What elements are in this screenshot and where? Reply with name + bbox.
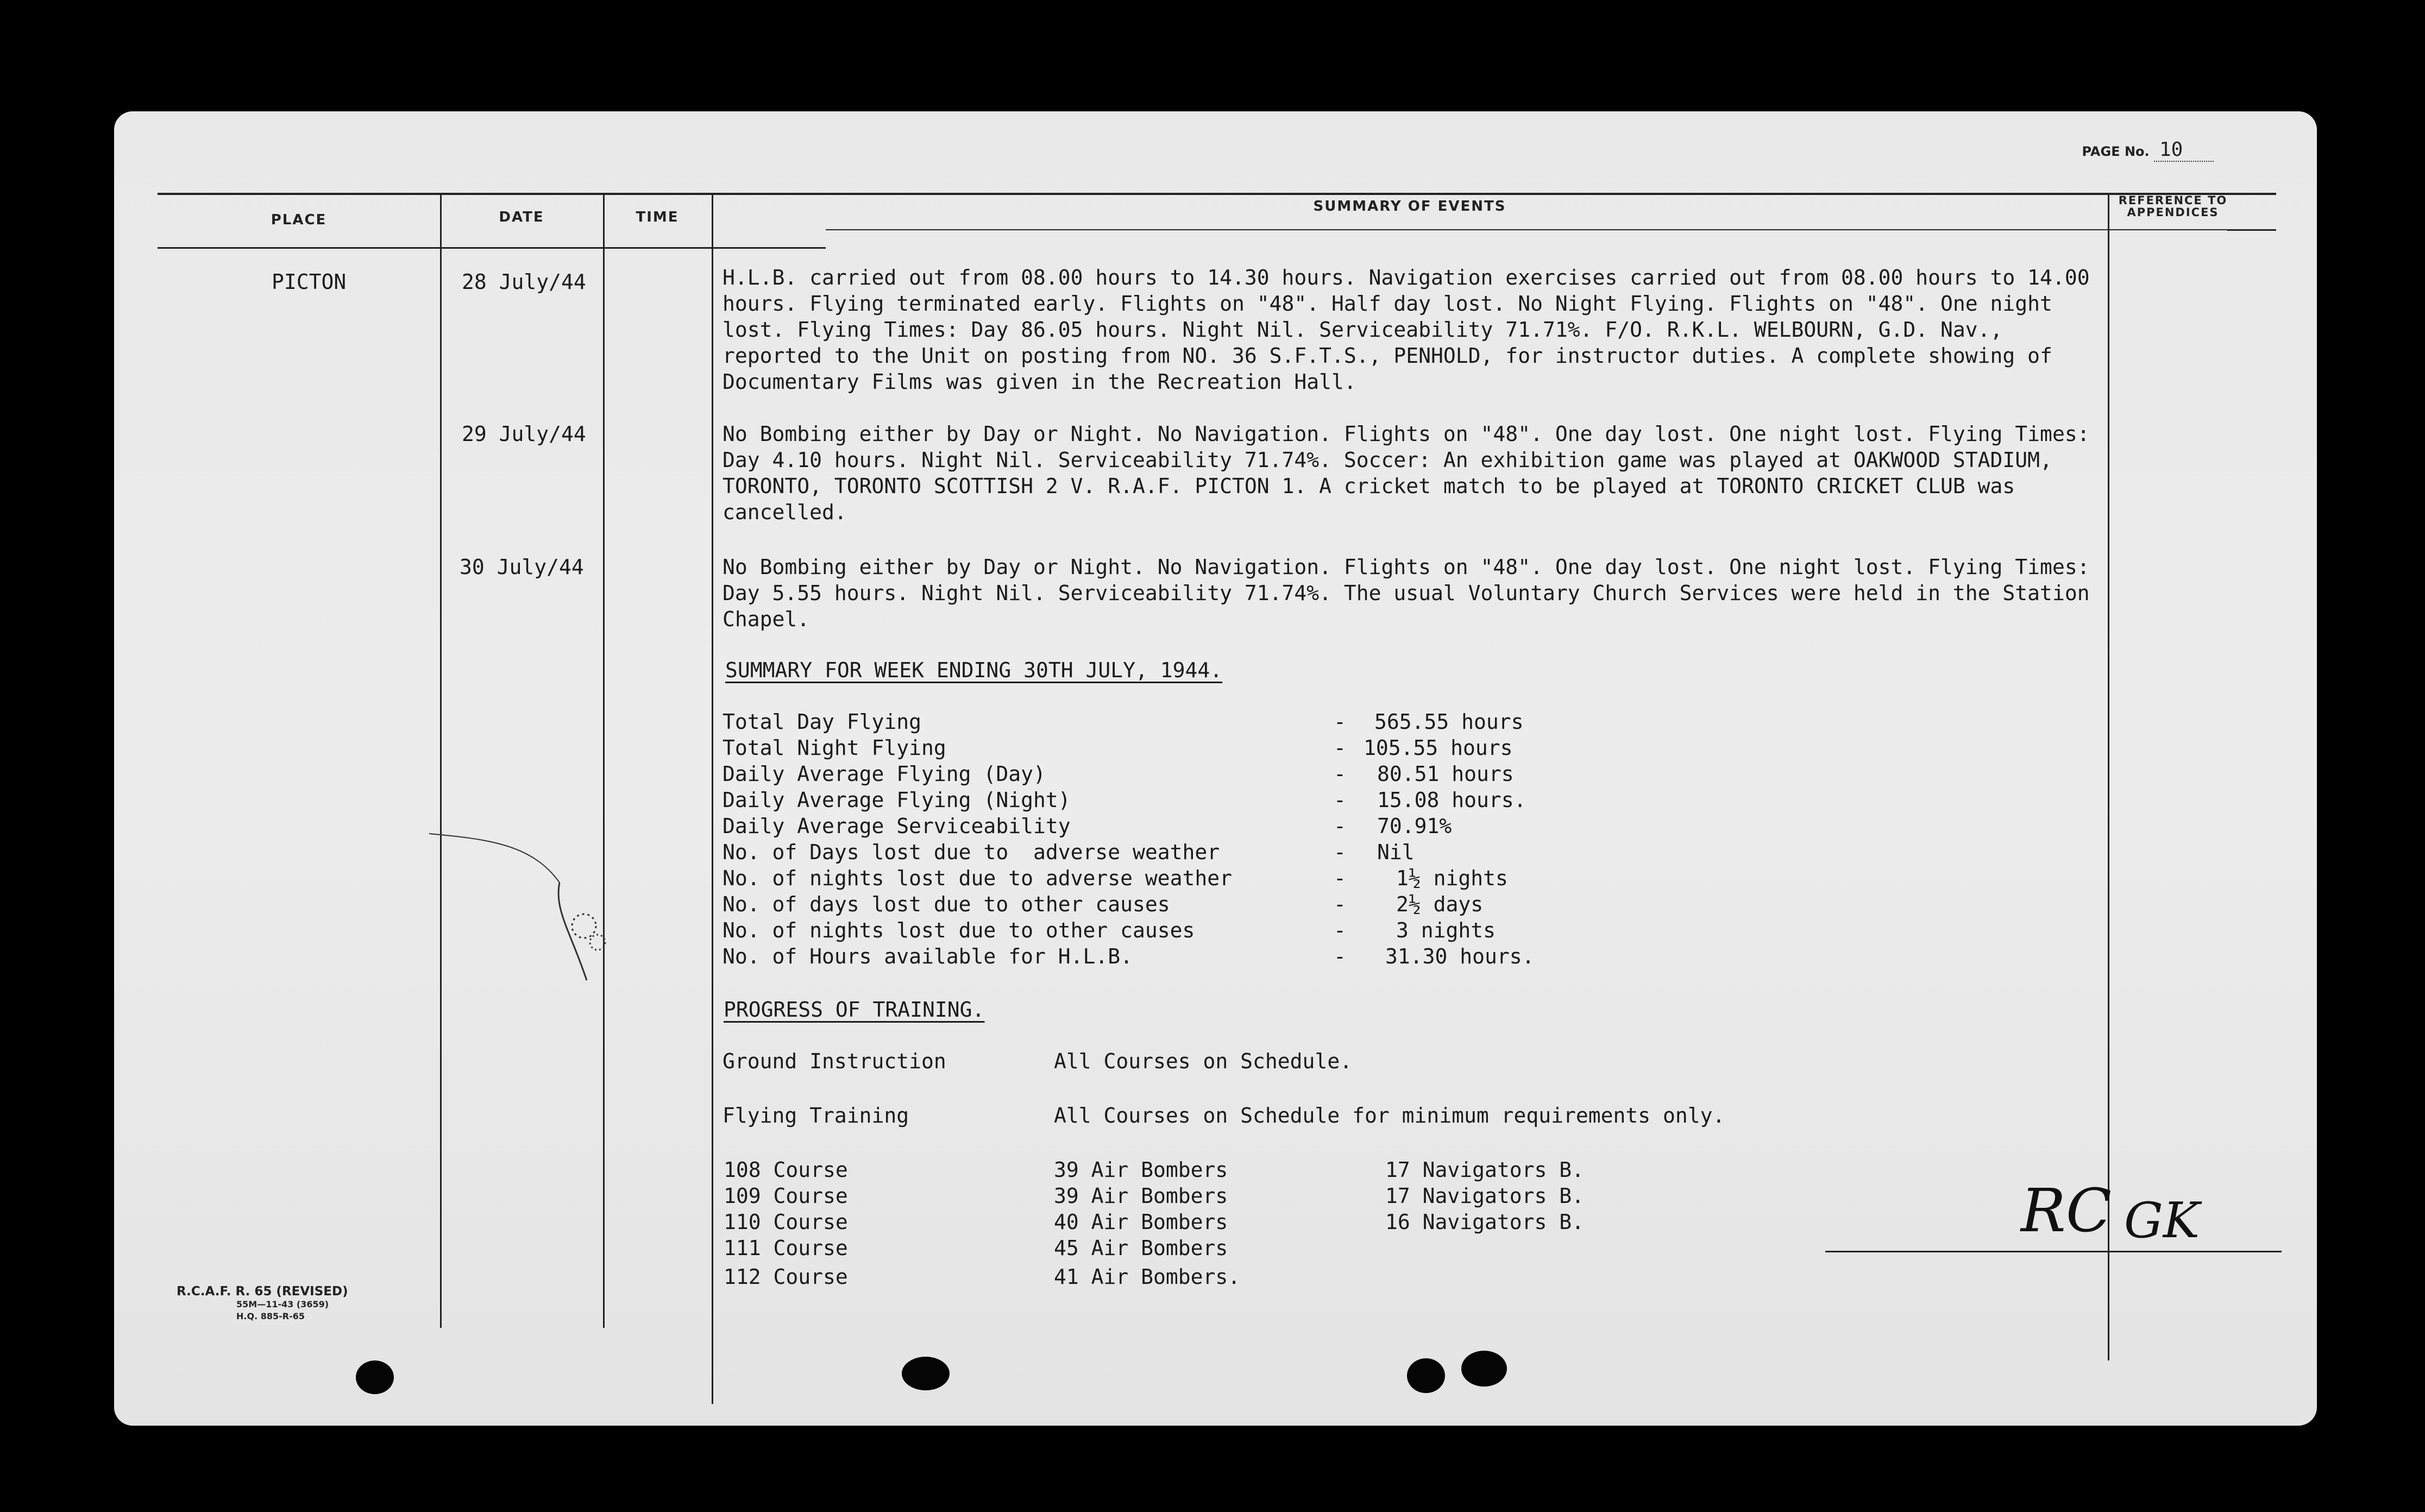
ground-instruction-label: Ground Instruction — [723, 1049, 946, 1073]
summary-row: No. of nights lost due to adverse weather — [723, 866, 1232, 890]
course-navigators: 17 Navigators B. — [1385, 1184, 1585, 1208]
time-header: TIME — [636, 209, 679, 225]
summary-value: Nil — [1377, 840, 1415, 864]
course-bombers: 40 Air Bombers — [1054, 1210, 1228, 1234]
summary-dash: - — [1334, 944, 1346, 968]
summary-header: SUMMARY OF EVENTS — [1313, 198, 1506, 215]
page-number — [2082, 138, 2214, 162]
place-date-divider — [440, 193, 442, 1328]
summary-dash: - — [1334, 840, 1346, 864]
summary-value: 1½ nights — [1396, 866, 1508, 890]
course-navigators: 16 Navigators B. — [1385, 1210, 1585, 1234]
course-navigators: 17 Navigators B. — [1385, 1158, 1585, 1182]
summary-dash: - — [1334, 814, 1346, 838]
entry-date: 30 July/44 — [460, 555, 584, 579]
record-sheet — [114, 111, 2317, 1426]
course-name: 110 Course — [724, 1210, 848, 1234]
summary-dash: - — [1334, 736, 1346, 760]
punch-hole — [902, 1357, 950, 1390]
form-identifier: R.C.A.F. R. 65 (REVISED) 55M—11-43 (3659) H.Q. 885-R-65 — [177, 1284, 348, 1321]
date-time-divider — [603, 193, 605, 1328]
punch-hole — [356, 1360, 394, 1394]
summary-value: 31.30 hours. — [1385, 944, 1535, 968]
punch-hole — [1407, 1358, 1445, 1393]
summary-dash: - — [1334, 762, 1346, 786]
summary-dash: - — [1334, 918, 1346, 942]
page-number-label: PAGE No. — [2082, 144, 2150, 159]
summary-value: 15.08 hours. — [1377, 788, 1526, 812]
course-name: 108 Course — [724, 1158, 848, 1182]
training-heading: PROGRESS OF TRAINING. — [724, 998, 985, 1022]
handwritten-initials: RC — [2021, 1176, 2112, 1245]
summary-row: No. of Days lost due to adverse weather — [723, 840, 1220, 864]
course-name: 111 Course — [724, 1236, 848, 1260]
course-bombers: 45 Air Bombers — [1054, 1236, 1228, 1260]
weekly-summary-heading: SUMMARY FOR WEEK ENDING 30TH JULY, 1944. — [725, 658, 1223, 682]
summary-row: Total Night Flying — [723, 736, 946, 760]
summary-value: 565.55 hours — [1374, 710, 1524, 734]
entry-text: No Bombing either by Day or Night. No Navigation. Flights on "48". One day lost. One night lost. Flying Times: Day 4.10 hours. Night Nil. Serviceability 71.74%. Soccer: An exhibition game was played at OAKWOOD STADIUM, TORONTO, TORONTO SCOTTISH 2 V. R.A.F. PICTON 1. A cricket match to be played at TORONTO CRICKET CLUB was cancelled. — [723, 422, 2090, 524]
flying-training-value: All Courses on Schedule for minimum requirements only. — [1054, 1104, 1725, 1127]
summary-dash: - — [1334, 892, 1346, 916]
header-top-rule — [158, 193, 2276, 195]
summary-row: Daily Average Serviceability — [723, 814, 1071, 838]
entry-date: 29 July/44 — [462, 422, 586, 446]
summary-row: No. of nights lost due to other causes — [723, 918, 1195, 942]
time-summary-divider — [712, 193, 713, 1404]
entry-date: 28 July/44 — [462, 270, 586, 294]
entry-text: No Bombing either by Day or Night. No Navigation. Flights on "48". One day lost. One night lost. Flying Times: Day 5.55 hours. Night Nil. Serviceability 71.74%. The usual Voluntary Church Services were held in the Station Chapel. — [723, 555, 2090, 631]
ground-instruction-value: All Courses on Schedule. — [1054, 1049, 1353, 1073]
course-name: 109 Course — [724, 1184, 848, 1208]
date-header: DATE — [499, 209, 544, 225]
header-bottom-rule — [158, 247, 826, 249]
summary-dash: - — [1334, 710, 1346, 734]
place-header: PLACE — [271, 212, 327, 228]
page-number-value: 10 — [2154, 138, 2214, 162]
summary-row: Daily Average Flying (Night) — [723, 788, 1071, 812]
summary-row: Total Day Flying — [723, 710, 922, 734]
summary-dash: - — [1334, 866, 1346, 890]
summary-value: 70.91% — [1377, 814, 1452, 838]
summary-row: No. of days lost due to other causes — [723, 892, 1170, 916]
reference-header: REFERENCE TO APPENDICES — [2118, 194, 2228, 219]
ink-smudge — [424, 823, 657, 997]
course-bombers: 39 Air Bombers — [1054, 1158, 1228, 1182]
entry-text: H.L.B. carried out from 08.00 hours to 14.30 hours. Navigation exercises carried out from 08.00 hours to 14.00 hours. Flying terminated early. Flights on "48". Half day lost. No Night Flying. Flights on "48". One night lost. Flying Times: Day 86.05 hours. Night Nil. Serviceability 71.71%. F/O. R.K.L. WELBOURN, G.D. Nav., reported to the Unit on posting from NO. 36 S.F.T.S., PENHOLD, for instructor duties. A complete showing of Documentary Films was given in the Recreation Hall. — [723, 266, 2090, 394]
summary-row: Daily Average Flying (Day) — [723, 762, 1046, 786]
summary-row: No. of Hours available for H.L.B. — [723, 944, 1133, 968]
summary-header-rule — [826, 229, 2227, 230]
summary-value: 105.55 hours — [1364, 736, 1513, 760]
course-name: 112 Course — [724, 1265, 848, 1289]
flying-training-label: Flying Training — [723, 1104, 909, 1127]
summary-value: 3 nights — [1396, 918, 1496, 942]
signature-rule — [1825, 1251, 2282, 1252]
summary-value: 2½ days — [1396, 892, 1484, 916]
course-bombers: 39 Air Bombers — [1054, 1184, 1228, 1208]
summary-value: 80.51 hours — [1377, 762, 1514, 786]
reference-header-rule — [2227, 229, 2276, 231]
punch-hole — [1461, 1351, 1507, 1387]
handwritten-initials: GK — [2124, 1192, 2200, 1249]
place-name: PICTON — [272, 270, 347, 294]
summary-dash: - — [1334, 788, 1346, 812]
course-bombers: 41 Air Bombers. — [1054, 1265, 1241, 1289]
